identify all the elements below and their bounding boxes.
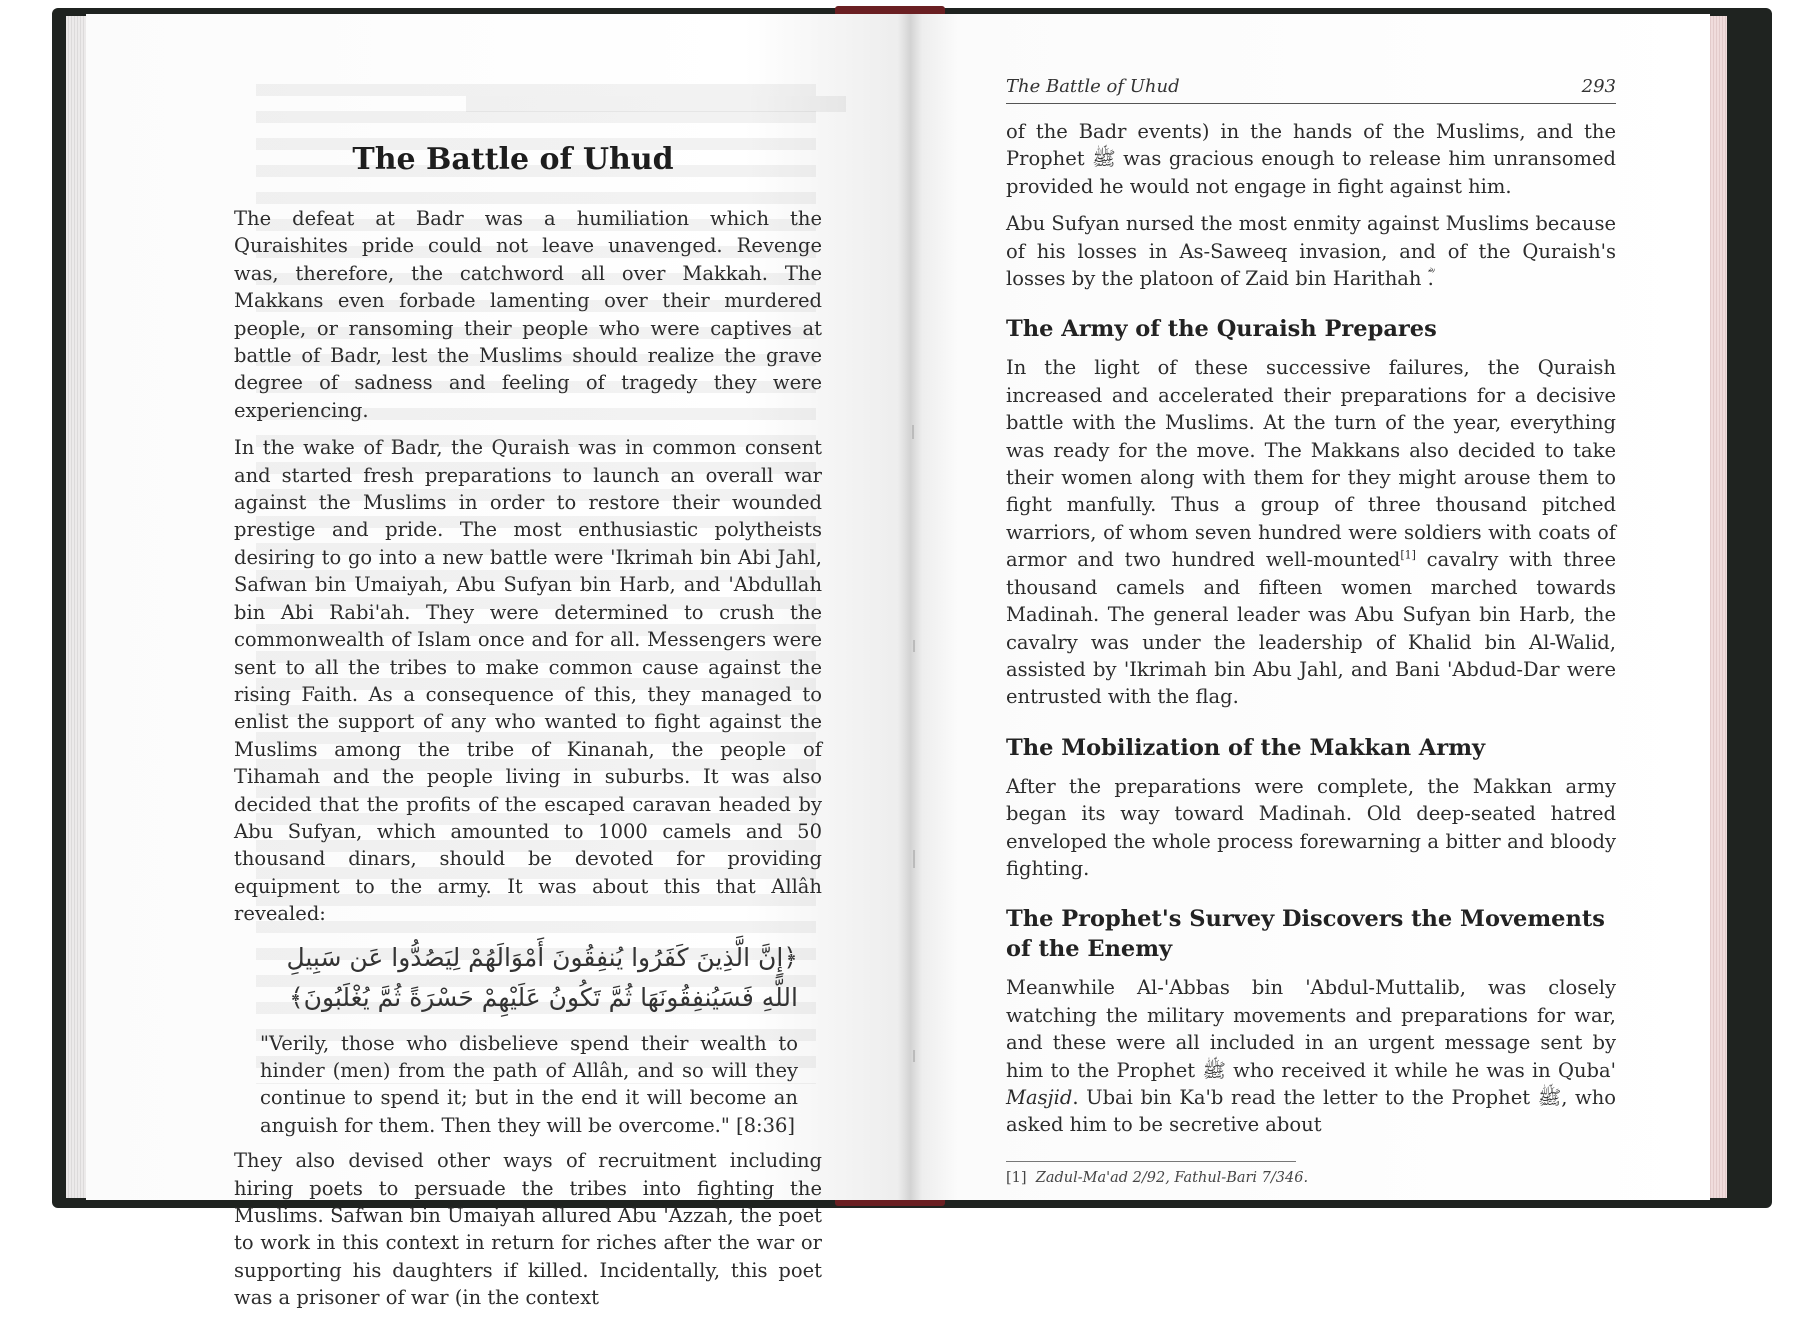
section-heading: The Army of the Quraish Prepares — [1006, 316, 1437, 343]
section-heading: The Mobilization of the Makkan Army — [1006, 734, 1486, 761]
gutter-mark — [913, 640, 915, 652]
paragraph — [1006, 974, 1616, 1138]
paragraph-text: In the light of these successive failures, the Quraish increased and accelerated their preparations for a decisive battle with the Muslims. At the turn of the year, everything was ready for the move. The Makkans also decided to take their women along with them for they might arouse them to fight manfully. Thus a group of three thousand pitched warriors, of whom seven hundred were soldiers with coats of armor and two hundred well-mounted — [1006, 356, 1616, 572]
footnote — [1006, 1170, 1616, 1186]
paragraph: After the preparations were complete, the Makkan army began its way toward Madinah. Old deep-seated hatred enveloped the whole process forewarning a bitter and bloody fighting. — [1006, 774, 1616, 880]
paragraph: Abu Sufyan nursed the most enmity against Muslims because of his losses in As-Saweeq invasion, and of the Quraish's losses by the platoon of Zaid bin Harithah ؓ. — [1006, 212, 1616, 291]
gutter-mark — [912, 425, 914, 439]
footnote-ref: [1] — [1400, 548, 1416, 562]
running-head-title: The Battle of Uhud — [1006, 76, 1180, 97]
arabic-verse: ﴿إِنَّ الَّذِينَ كَفَرُوا يُنفِقُونَ أَمْوَالَهُمْ لِيَصُدُّوا عَن سَبِيلِ اللَّهِ فَسَيُنفِقُونَهَا ثُمَّ تَكُونُ عَلَيْهِمْ حَسْرَةً ثُمَّ يُغْلَبُونَ﴾ — [286, 942, 798, 1012]
paragraph-text: . Ubai bin Ka'b read the letter to the Prophet ﷺ, who asked him to be secretive about — [1006, 1085, 1617, 1137]
left-text-column — [234, 124, 822, 1322]
footnote-text: Zadul-Ma'ad 2/92, Fathul-Bari 7/346. — [1035, 1169, 1309, 1186]
paragraph — [1006, 354, 1616, 710]
book-gutter — [898, 14, 922, 1200]
section-heading: The Prophet's Survey Discovers the Movements of the Enemy — [1006, 906, 1605, 963]
paragraph-text: Meanwhile Al-'Abbas bin 'Abdul-Muttalib, was closely watching the military movements and preparations for war, and these were all included in an urgent message sent by him to the Prophet ﷺ who received it while he was in Quba' — [1006, 976, 1616, 1082]
page-edges-left — [66, 16, 88, 1198]
footnote-number: [1] — [1006, 1169, 1027, 1186]
right-text-column — [1006, 76, 1616, 1186]
italic-term: Masjid — [1006, 1085, 1073, 1109]
paragraph: They also devised other ways of recruitment including hiring poets to persuade the tribes into fighting the Muslims. Safwan bin Umaiyah allured Abu 'Azzah, the poet to work in this context in return for riches after the war or supporting his daughters if killed. Incidentally, this poet was a prisoner of war (in the context — [234, 1149, 822, 1310]
paragraph: In the wake of Badr, the Quraish was in common consent and started fresh preparations to launch an overall war against the Muslims in order to restore their wounded prestige and pride. The most enthusiastic polytheists desiring to go into a new battle were 'Ikrimah bin Abi Jahl, Safwan bin Umaiyah, Abu Sufyan bin Harb, and 'Abdullah bin Abi Rabi'ah. They were determined to crush the commonwealth of Islam once and for all. Messengers were sent to all the tribes to make common cause against the rising Faith. As a consequence of this, they managed to enlist the support of any who wanted to fight against the Muslims among the tribe of Kinanah, the people of Tihamah and the people living in suburbs. It was also decided that the profits of the escaped caravan headed by Abu Sufyan, which amounted to 1000 camels and 50 thousand dinars, should be devoted for providing equipment to the army. It was about this that Allâh revealed: — [234, 436, 822, 926]
footnote-rule — [1006, 1161, 1296, 1162]
left-page — [86, 14, 910, 1310]
chapter-title: The Battle of Uhud — [352, 142, 674, 177]
paragraph-text: cavalry with three thousand camels and fifteen women marched towards Madinah. The general leader was Abu Sufyan bin Harb, the cavalry was under the leadership of Khalid bin Al-Walid, assisted by 'Ikrimah bin Abu Jahl, and Bani 'Abdud-Dar were entrusted with the flag. — [1006, 548, 1616, 709]
page-number: 293 — [1581, 76, 1616, 97]
paragraph: The defeat at Badr was a humiliation which the Quraishites pride could not leave unavenged. Revenge was, therefore, the catchword all over Makkah. The Makkans even forbade lamenting over their murdered people, or ransoming their people who were captives at battle of Badr, lest the Muslims should realize the grave degree of sadness and feeling of tragedy they were experiencing. — [234, 207, 822, 422]
paragraph: of the Badr events) in the hands of the Muslims, and the Prophet ﷺ was gracious enough to release him unransomed provided he would not engage in fight against him. — [1006, 120, 1616, 198]
verse-translation: "Verily, those who disbelieve spend their wealth to hinder (men) from the path of Allâh, and so will they continue to spend it; but in the end it will become an anguish for them. Then they will be overcome." [8:36] — [260, 1031, 798, 1137]
running-header — [1006, 76, 1616, 104]
gutter-mark — [913, 1050, 915, 1062]
right-page — [910, 14, 1710, 1200]
gutter-mark — [913, 850, 915, 868]
